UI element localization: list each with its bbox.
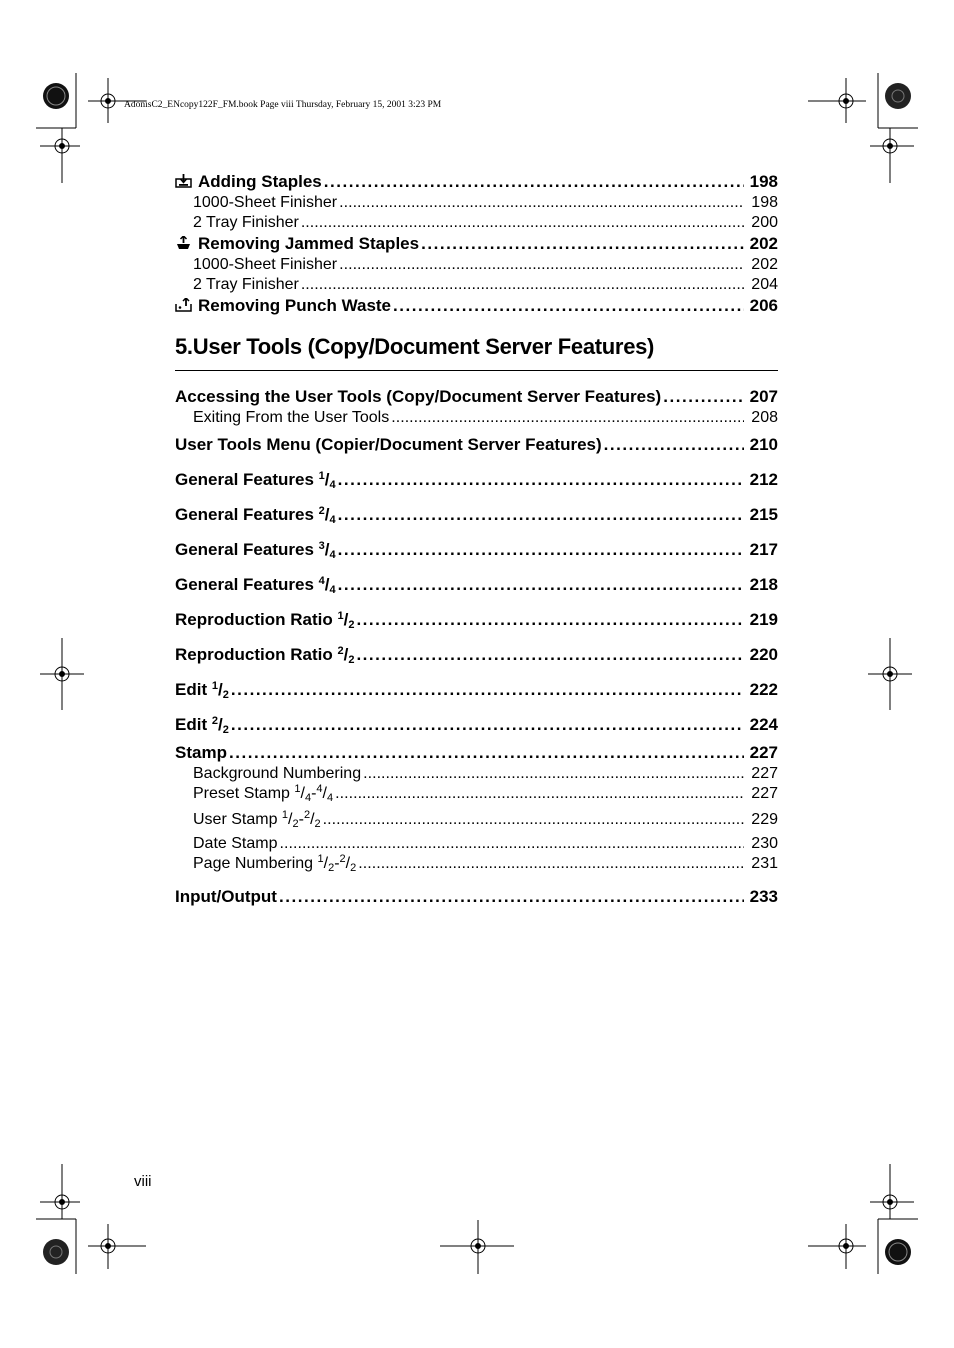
fraction-denominator: 2 [222,724,229,736]
toc-subentry[interactable] [175,194,778,214]
entry-page: 217 [749,540,778,559]
leader-dots [338,505,744,525]
fraction-denominator: 2 [328,862,335,874]
toc-entry-user-tools-menu[interactable] [175,435,778,457]
leader-dots [339,256,744,274]
fraction-numerator: 2 [303,809,311,821]
toc-subentry[interactable]: User Stamp $^1/_2-^2/_2$ . . . 229 [175,811,778,835]
registration-mark-mid-left [40,638,90,710]
leader-dots [358,855,744,873]
toc-entry-removing-punch-waste[interactable] [175,296,778,318]
punch-waste-icon [175,298,192,312]
entry-title: Removing Jammed Staples [198,234,420,253]
fraction-denominator: 2 [222,689,229,701]
chapter-number: 5. [175,334,193,359]
leader-dots [391,409,744,427]
entry-title: Page Numbering [193,855,318,872]
entry-title: 1000-Sheet Finisher [193,256,338,273]
leader-dots [356,610,744,630]
registration-mark-mid-right [868,638,918,710]
fraction-denominator: 4 [329,514,336,526]
toc-subentry[interactable] [175,276,778,296]
entry-page: 208 [751,409,778,426]
fraction-numerator: 4 [316,783,323,795]
toc-entry-general-features-1[interactable]: General Features $^1/_4$ . . . 212 [175,470,778,492]
leader-dots [231,715,744,735]
entry-page: 227 [751,785,778,802]
remove-staples-icon [175,236,192,250]
toc-entry-general-features-2[interactable]: General Features $^2/_4$ . . . 215 [175,505,778,527]
toc-subentry[interactable] [175,765,778,785]
entry-title: User Stamp [193,811,282,828]
page-number: viii [134,1173,152,1190]
fraction-denominator: 2 [348,619,355,631]
fraction-denominator: 4 [329,584,336,596]
leader-dots [421,234,744,254]
entry-title: Reproduction Ratio [175,645,338,664]
entry-title: Stamp [175,743,227,762]
entry-title: Edit [175,715,212,734]
leader-dots [393,296,744,316]
toc-subentry[interactable]: Page Numbering $^1/_2-^2/_2$ . . . 231 [175,855,778,881]
toc-entry-general-features-4[interactable]: General Features $^4/_4$ . . . 218 [175,575,778,597]
entry-title: 2 Tray Finisher [193,276,299,293]
entry-title: General Features [175,540,319,559]
fraction-denominator: 4 [329,549,336,561]
entry-page: 222 [749,680,778,699]
entry-page: 229 [751,811,778,828]
leader-dots [338,575,744,595]
leader-dots [339,194,744,212]
entry-title: Background Numbering [193,765,362,782]
leader-dots [229,743,744,763]
toc-entry-input-output[interactable] [175,887,778,909]
fraction-numerator: 4 [318,575,325,587]
toc-entry-adding-staples[interactable] [175,172,778,194]
add-staples-icon [175,174,192,188]
registration-mark-bottom-center [440,1210,516,1276]
toc-entry-removing-jammed-staples[interactable] [175,234,778,256]
toc-entry-general-features-3[interactable]: General Features $^3/_4$ . . . 217 [175,540,778,562]
leader-dots [338,540,744,560]
registration-mark-top-left [36,73,156,183]
fraction-numerator: 1 [318,470,325,482]
entry-page: 227 [749,743,778,762]
entry-title: Accessing the User Tools (Copy/Document Server Features) [175,387,662,406]
toc-subentry[interactable]: Preset Stamp $^1/_4-^4/_4$ . . . 227 [175,785,778,811]
entry-title: Exiting From the User Tools [193,409,390,426]
fraction-denominator: 2 [292,818,299,830]
fraction-numerator: 2 [211,715,218,727]
leader-dots [324,172,744,192]
entry-title: General Features [175,505,319,524]
leader-dots [301,214,744,232]
entry-page: 220 [749,645,778,664]
entry-page: 224 [749,715,778,734]
entry-page: 233 [749,887,778,906]
book-file-header: AdonisC2_ENcopy122F_FM.book Page viii Thursday, February 15, 2001 3:23 PM [124,100,442,110]
fraction-numerator: 1 [281,809,289,821]
toc-subentry[interactable] [175,256,778,276]
entry-page: 206 [749,296,778,315]
leader-dots [663,387,744,407]
entry-title: 1000-Sheet Finisher [193,194,338,211]
entry-page: 207 [749,387,778,406]
entry-title: Adding Staples [198,172,322,191]
fraction-numerator: 1 [211,680,218,692]
fraction-denominator: 4 [326,792,334,804]
entry-page: 204 [751,276,778,293]
fraction-numerator: 2 [337,645,344,657]
entry-title: Date Stamp [193,835,278,852]
leader-dots [356,645,744,665]
leader-dots [604,435,744,455]
fraction-numerator: 2 [318,505,325,517]
toc-subentry[interactable] [175,409,778,429]
fraction-numerator: 1 [317,853,324,865]
toc-subentry[interactable] [175,214,778,234]
leader-dots [301,276,744,294]
fraction-denominator: 4 [304,792,312,804]
chapter-title: User Tools (Copy/Document Server Features) [192,334,655,359]
leader-dots [363,765,744,783]
leader-dots [279,887,744,907]
entry-title: 2 Tray Finisher [193,214,299,231]
entry-page: 215 [749,505,778,524]
fraction-numerator: 1 [337,610,344,622]
entry-page: 210 [749,435,778,454]
fraction-denominator: 2 [314,818,321,830]
entry-title: User Tools Menu (Copier/Document Server Features) [175,435,602,454]
registration-mark-top-right [808,73,928,183]
toc-entry-reproduction-ratio-1[interactable]: Reproduction Ratio $^1/_2$ . . . 219 [175,610,778,632]
leader-dots [338,470,744,490]
entry-title: Reproduction Ratio [175,610,338,629]
leader-dots [279,835,744,853]
entry-page: 200 [751,214,778,231]
entry-title: General Features [175,575,319,594]
entry-title: Input/Output [175,887,277,906]
entry-page: 202 [751,256,778,273]
fraction-numerator: 3 [318,540,325,552]
entry-page: 230 [751,835,778,852]
leader-dots [323,811,744,829]
fraction-numerator: 1 [294,783,301,795]
toc-entry-edit-2[interactable]: Edit $^2/_2$ . . . 224 [175,715,778,737]
entry-page: 198 [749,172,778,191]
fraction-denominator: 2 [350,862,357,874]
leader-dots [231,680,744,700]
entry-page: 198 [751,194,778,211]
toc-subentry[interactable] [175,835,778,855]
fraction-denominator: 4 [329,479,336,491]
entry-page: 227 [751,765,778,782]
leader-dots [335,785,744,803]
toc-entry-edit-1[interactable]: Edit $^1/_2$ . . . 222 [175,680,778,702]
fraction-numerator: 2 [339,853,346,865]
entry-title: Preset Stamp [193,785,295,802]
chapter-heading [175,334,778,371]
toc-entry-stamp[interactable] [175,743,778,765]
entry-title: Edit [175,680,212,699]
entry-title: Removing Punch Waste [198,296,392,315]
entry-page: 219 [749,610,778,629]
toc-entry-reproduction-ratio-2[interactable]: Reproduction Ratio $^2/_2$ . . . 220 [175,645,778,667]
entry-page: 202 [749,234,778,253]
table-of-contents [175,172,778,909]
fraction-denominator: 2 [348,654,355,666]
registration-mark-bottom-right [808,1164,928,1276]
toc-entry-accessing-user-tools[interactable] [175,387,778,409]
entry-page: 212 [749,470,778,489]
entry-title: General Features [175,470,319,489]
entry-page: 218 [749,575,778,594]
entry-page: 231 [751,855,778,872]
